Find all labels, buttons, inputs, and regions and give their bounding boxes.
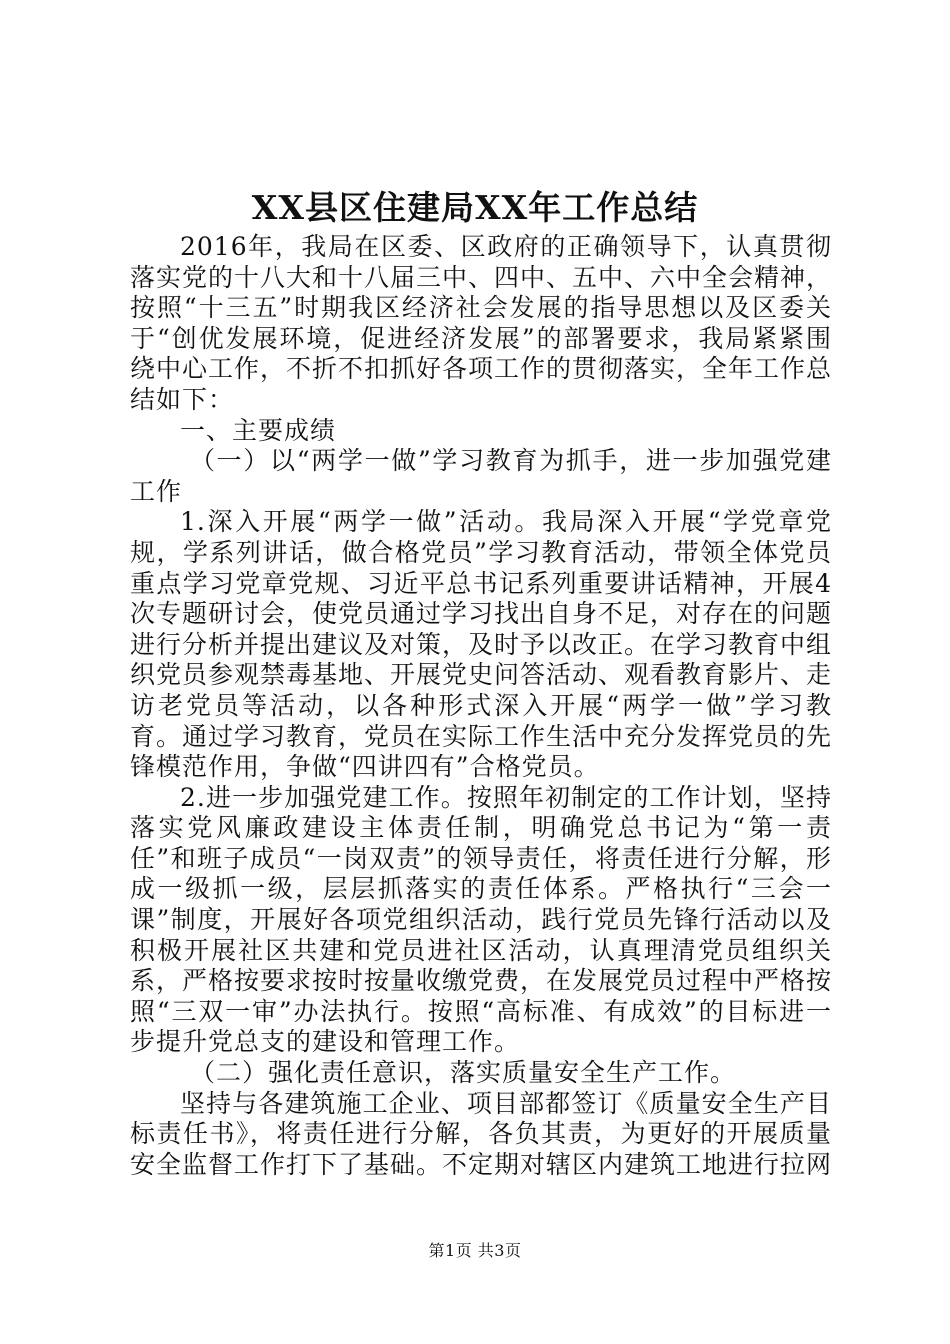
document-title: XX县区住建局XX年工作总结: [251, 188, 699, 227]
intro-paragraph: 2016年，我局在区委、区政府的正确领导下，认真贯彻落实党的十八大和十八届三中、四中、五中、六中全会精神，按照“十三五”时期我区经济社会发展的指导思想以及区委关于“创优发展环境，促进经济发展”的部署要求，我局紧紧围绕中心工作，不折不扣抓好各项工作的贯彻落实，全年工作总结如下：: [130, 232, 833, 414]
body-paragraph: 1.深入开展“两学一做”活动。我局深入开展“学党章党规，学系列讲话，做合格党员”学习教育活动，带领全体党员重点学习党章党规、习近平总书记系列重要讲话精神，开展4次专题研讨会，使党员通过学习找出自身不足，对存在的问题进行分析并提出建议及对策，及时予以改正。在学习教育中组织党员参观禁毒基地、开展党史问答活动、观看教育影片、走访老党员等活动，以各种形式深入开展“两学一做”学习教育。通过学习教育，党员在实际工作生活中充分发挥党员的先锋模范作用，争做“四讲四有”合格党员。: [130, 507, 833, 782]
section-heading: 一、主要成绩: [180, 415, 337, 445]
subsection-heading: （一）以“两学一做”学习教育为抓手，进一步加强党建工作: [130, 446, 832, 506]
subsection-heading: （二）强化责任意识，落实质量安全生产工作。: [190, 1058, 737, 1088]
page-footer: 第1页 共3页: [428, 1241, 522, 1260]
body-paragraph: 2.进一步加强党建工作。按照年初制定的工作计划，坚持落实党风廉政建设主体责任制，明确党总书记为“第一责任”和班子成员“一岗双责”的领导责任，将责任进行分解，形成一级抓一级，层层抓落实的责任体系。严格执行“三会一课”制度，开展好各项党组织活动，践行党员先锋行活动以及积极开展社区共建和党员进社区活动，认真理清党员组织关系，严格按要求按时按量收缴党费，在发展党员过程中严格按照“三双一审”办法执行。按照“高标准、有成效”的目标进一步提升党总支的建设和管理工作。: [130, 782, 833, 1057]
body-paragraph: 坚持与各建筑施工企业、项目部都签订《质量安全生产目标责任书》，将责任进行分解，各负其责，为更好的开展质量安全监督工作打下了基础。不定期对辖区内建筑工地进行拉网: [130, 1088, 833, 1179]
document-body: [130, 232, 832, 1180]
